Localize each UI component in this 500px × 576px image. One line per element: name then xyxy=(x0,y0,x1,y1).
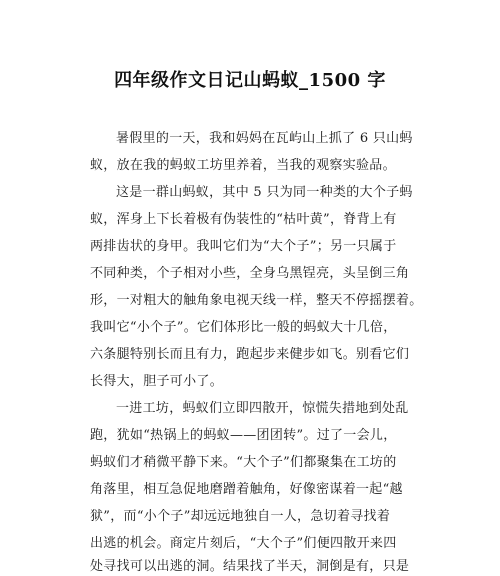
body-line: 蚁，放在我的蚂蚁工坊里养着，当我的观察实验品。 xyxy=(90,158,396,173)
body-line: 六条腿特别长而且有力，跑起步来健步如飞。别看它们 xyxy=(90,347,410,362)
body-line: 两排齿状的身甲。我叫它们为“大个子”；另一只属于 xyxy=(90,239,397,254)
body-line: 跑，犹如“热锅上的蚂蚁——团团转”。过了一会儿， xyxy=(90,428,397,443)
body-line: 我叫它“小个子”。它们体形比一般的蚂蚁大十几倍， xyxy=(90,320,397,335)
body-line: 不同种类，个子相对小些，全身乌黑锃亮，头呈倒三角 xyxy=(90,266,410,281)
body-line: 出逃的机会。商定片刻后，“大个子”们便四散开来四 xyxy=(90,536,397,551)
body-line: 处寻找可以出逃的洞。结果找了半天，洞倒是有，只是 xyxy=(90,559,410,574)
body-line: 形，一对粗大的触角象电视天线一样，整天不停摇摆着。 xyxy=(90,293,423,308)
body-line: 蚂蚁们才稍微平静下来。“大个子”们都聚集在工坊的 xyxy=(90,455,397,470)
body-line: 暑假里的一天，我和妈妈在瓦屿山上抓了 6 只山蚂 xyxy=(116,131,413,146)
body-line: 长得大，胆子可小了。 xyxy=(90,374,224,389)
document-title: 四年级作文日记山蚂蚁_1500 字 xyxy=(114,70,386,91)
body-line: 狱”，而“小个子”却远远地独自一人，急切着寻找着 xyxy=(90,509,391,524)
body-line: 蚁，浑身上下长着极有伪装性的“枯叶黄”，脊背上有 xyxy=(90,212,397,227)
body-line: 一进工坊，蚂蚁们立即四散开，惊慌失措地到处乱 xyxy=(116,401,409,416)
body-line: 角落里，相互急促地磨蹭着触角，好像密谋着一起“越 xyxy=(90,482,403,497)
body-line: 这是一群山蚂蚁，其中 5 只为同一种类的大个子蚂 xyxy=(116,185,413,200)
